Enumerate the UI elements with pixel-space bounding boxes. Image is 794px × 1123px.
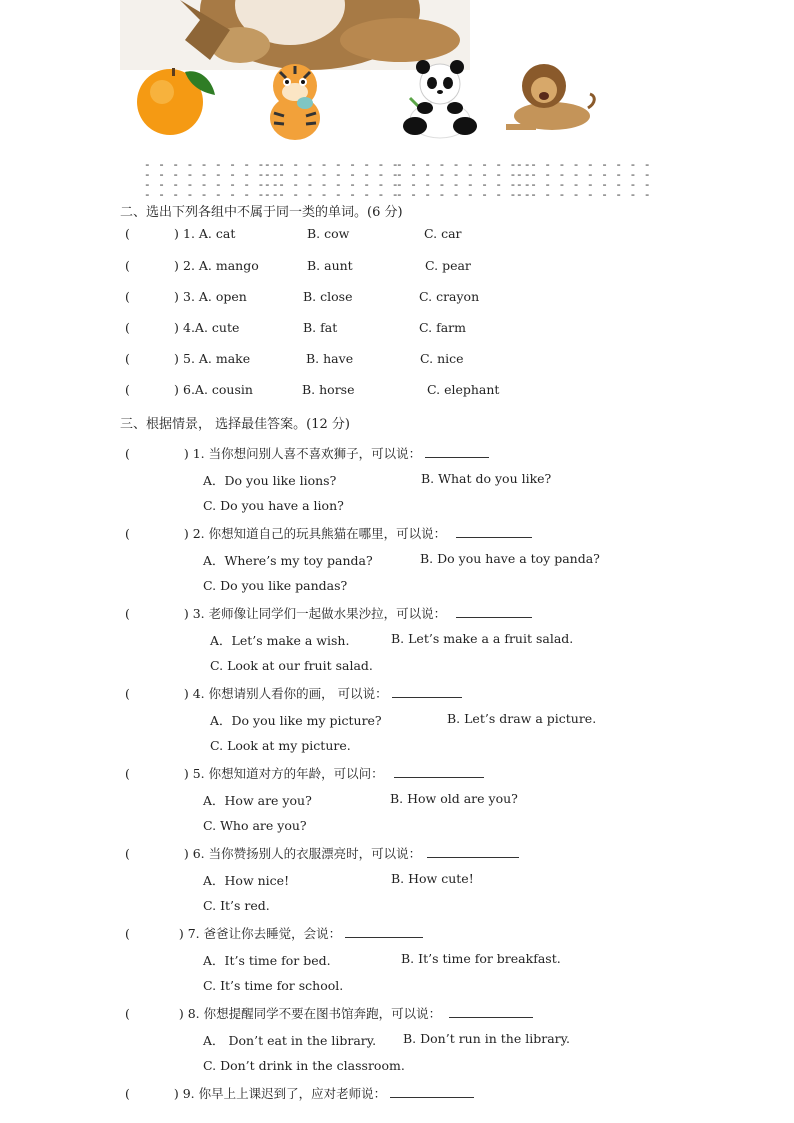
answer-lines-orange[interactable]: - - - - - - - - - - - - - - - - - - - - - - - - - - - - - - - - - - - - - - - - [144,160,279,202]
question-text: ) 8. 你想提醒同学不要在图书馆奔跑，可以说： [178,1006,442,1021]
orange-image [130,60,220,140]
s3-question-9 [125,1084,474,1102]
option-a: A．How nice! [203,873,290,888]
option-c: C. Do you like pandas? [203,578,348,593]
option-c: C. crayon [419,289,480,304]
question-text: ) 9. 你早上上课迟到了，应对老师说： [173,1086,387,1101]
s2-item-6 [125,382,545,398]
option-a: 5. A. make [183,351,251,366]
s3-question-3 [125,604,532,622]
option-b: B. Let’s draw a picture. [447,711,597,726]
question-text: ) 3. 老师像让同学们一起做水果沙拉，可以说： [183,606,447,621]
option-c: C. Do you have a lion? [203,498,344,513]
option-c: C. It’s red. [203,898,270,913]
option-c: C. It’s time for school. [203,978,344,993]
s2-item-2 [125,258,545,274]
question-text: ) 5. 你想知道对方的年龄，可以问： [183,766,384,781]
answer-paren-close[interactable]: ) [174,258,179,273]
section3-title: 三、根据情景， 选择最佳答案。(12 分) [120,417,350,432]
option-a: A．It’s time for bed. [203,953,331,968]
section2-title: 二、选出下列各组中不属于同一类的单词。(6 分) [120,205,403,220]
answer-paren-close[interactable]: ) [174,320,179,335]
option-b: B. Don’t run in the library. [403,1031,570,1046]
option-b: B. have [306,351,354,366]
option-b: B. cow [307,226,350,241]
lion-image [492,58,597,138]
option-b: B. How cute! [391,871,474,886]
answer-paren-open[interactable]: ( [125,351,130,366]
option-b: B. fat [303,320,338,335]
option-a: A．How are you? [203,793,312,808]
answer-paren-open[interactable]: ( [125,686,130,701]
answer-paren-open[interactable]: ( [125,226,130,241]
option-b: B. What do you like? [421,471,552,486]
question-text: ) 6. 当你赞扬别人的衣服漂亮时，可以说： [183,846,422,861]
answer-paren-open[interactable]: ( [125,1086,130,1101]
answer-paren-close[interactable]: ) [174,226,179,241]
answer-paren-open[interactable]: ( [125,846,130,861]
answer-blank[interactable] [456,606,532,618]
answer-paren-open[interactable]: ( [125,289,130,304]
option-c: C. car [424,226,462,241]
answer-paren-close[interactable]: ) [174,351,179,366]
answer-paren-close[interactable]: ) [174,382,179,397]
question-text: ) 7. 爸爸让你去睡觉，会说： [178,926,342,941]
answer-paren-open[interactable]: ( [125,258,130,273]
answer-blank[interactable] [456,526,532,538]
option-c: C. nice [420,351,464,366]
answer-blank[interactable] [345,926,423,938]
question-text: ) 1. 当你想问别人喜不喜欢狮子，可以说： [183,446,422,461]
s3-question-5 [125,764,484,782]
option-a: A．Do you like lions? [203,473,337,488]
option-a: 2. A. mango [183,258,259,273]
option-a: 4.A. cute [183,320,240,335]
answer-paren-open[interactable]: ( [125,382,130,397]
option-b: B. close [303,289,353,304]
option-b: B. aunt [307,258,353,273]
question-text: ) 2. 你想知道自己的玩具熊猫在哪里，可以说： [183,526,447,541]
option-a: A．Where’s my toy panda? [203,553,373,568]
answer-blank[interactable] [427,846,519,858]
answer-paren-open[interactable]: ( [125,766,130,781]
s2-item-3 [125,289,545,305]
option-c: C. pear [425,258,471,273]
answer-lines-panda[interactable]: - - - - - - - - - - - - - - - - - - - - - - - - - - - - - - - - - - - - - - - - [396,160,531,202]
question-text: ) 4. 你想请别人看你的画， 可以说： [183,686,388,701]
option-b: B. It’s time for breakfast. [401,951,561,966]
s3-question-2 [125,524,532,542]
s2-item-1 [125,226,545,242]
answer-paren-open[interactable]: ( [125,526,130,541]
s2-item-4 [125,320,545,336]
s3-question-1 [125,444,489,462]
s3-question-7 [125,924,423,942]
answer-blank[interactable] [392,686,462,698]
s2-item-5 [125,351,545,367]
option-c: C. Look at my picture. [210,738,351,753]
option-b: B. horse [302,382,355,397]
answer-paren-close[interactable]: ) [174,289,179,304]
option-c: C. Look at our fruit salad. [210,658,373,673]
option-b: B. Do you have a toy panda? [420,551,600,566]
option-c: C. elephant [427,382,500,397]
answer-paren-open[interactable]: ( [125,1006,130,1021]
answer-lines-lion[interactable]: - - - - - - - - - - - - - - - - - - - - - - - - - - - - - - - - - - - - - - - - [516,160,651,202]
s3-question-4 [125,684,462,702]
option-b: B. Let’s make a a fruit salad. [391,631,574,646]
answer-blank[interactable] [425,446,489,458]
answer-paren-open[interactable]: ( [125,926,130,941]
answer-paren-open[interactable]: ( [125,320,130,335]
option-a: 1. A. cat [183,226,236,241]
option-c: C. farm [419,320,466,335]
s3-question-8 [125,1004,533,1022]
option-c: C. Don’t drink in the classroom. [203,1058,405,1073]
answer-blank[interactable] [390,1086,474,1098]
option-a: A． Don’t eat in the library. [203,1033,377,1048]
tiger-image [250,58,340,143]
option-a: A．Do you like my picture? [210,713,382,728]
option-a: A．Let’s make a wish. [210,633,350,648]
answer-paren-open[interactable]: ( [125,446,130,461]
option-a: 6.A. cousin [183,382,253,397]
answer-blank[interactable] [449,1006,533,1018]
answer-paren-open[interactable]: ( [125,606,130,621]
s3-question-6 [125,844,519,862]
option-c: C. Who are you? [203,818,307,833]
option-b: B. How old are you? [390,791,518,806]
panda-image [395,58,485,140]
answer-blank[interactable] [394,766,484,778]
answer-lines-tiger[interactable]: - - - - - - - - - - - - - - - - - - - - - - - - - - - - - - - - - - - - - - - - [264,160,399,202]
option-a: 3. A. open [183,289,247,304]
